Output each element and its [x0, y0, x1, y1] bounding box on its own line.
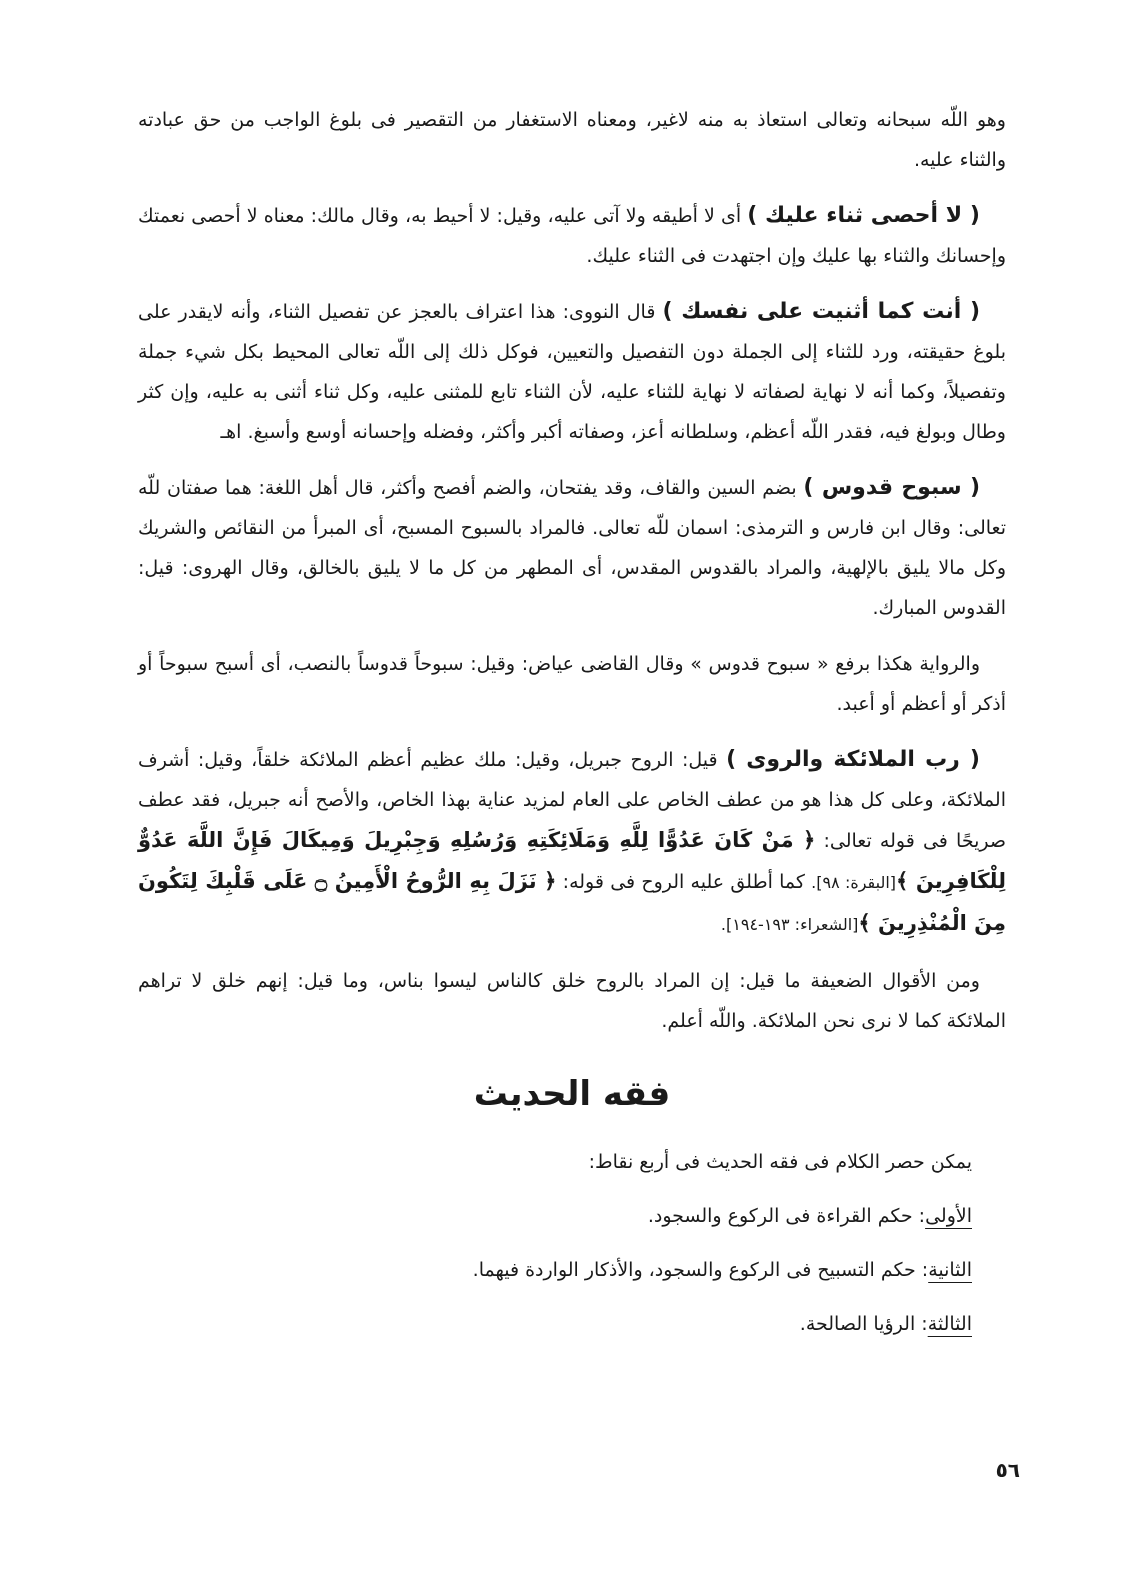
paragraph-text: قيل: الروح جبريل، وقيل: ملك عظيم أعظم الملائكة خلقاً، وقيل: أشرف الملائكة، وعلى كل هذا هو من عطف الخاص على العام لمزيد عناية بهذا الخاص، والأصح أنه جبريل، فقد عطف صريحًا فى قوله تعالى: [138, 749, 1007, 852]
heading-phrase: ( رب الملائكة والروى ) [726, 747, 980, 772]
point-text: : حكم التسبيح فى الركوع والسجود، والأذكار الواردة فيهما. [472, 1259, 929, 1281]
point-label: الأولى [925, 1205, 972, 1227]
heading-phrase: ( لا أحصى ثناء عليك ) [747, 203, 980, 228]
paragraph-text: كما أطلق عليه الروح فى قوله: [556, 871, 812, 893]
paragraph-subbuh [138, 468, 1006, 628]
heading-phrase: ( سبوح قدوس ) [803, 475, 980, 500]
paragraph-text: بضم السين والقاف، وقد يفتحان، والضم أفصح وأكثر، قال أهل اللغة: هما صفتان للّه تعالى: وقال ابن فارس و الترمذى: اسمان للّه تعالى. فالمراد بالسبوح المسبح، أى المبرأ من النقائص والشريك وكل مالا يليق بالإلهية، والمراد بالقدوس المقدس، أى المطهر من كل ما لا يليق بالخالق، وقال الهروى: قيل: القدوس المبارك. [138, 477, 1006, 619]
quran-verse: ﴿ نَزَلَ بِهِ الرُّوحُ الْأَمِينُ ۝ عَلَى قَلْبِكَ لِتَكُونَ مِنَ الْمُنْذِرِينَ ﴾ [138, 869, 1006, 935]
point-item [138, 1249, 972, 1291]
point-label: الثانية [928, 1259, 972, 1281]
quran-verse: ﴿ مَنْ كَانَ عَدُوًّا لِلَّهِ وَمَلَائِكَتِهِ وَرُسُلِهِ وَجِبْرِيلَ وَمِيكَالَ فَإِنَّ اللَّهَ عَدُوٌّ لِلْكَافِرِينَ ﴾ [138, 828, 1007, 893]
paragraph-rabb-almalaika [138, 740, 1006, 945]
paragraph-weak-opinions: ومن الأقوال الضعيفة ما قيل: إن المراد بالروح خلق كالناس ليسوا بناس، وما قيل: إنهم خلق لا تراهم الملائكة كما لا نرى نحن الملائكة. واللّه أعلم. [138, 970, 1006, 1032]
paragraph-anta-kama [138, 292, 1006, 452]
paragraph-riwaya: والرواية هكذا برفع « سبوح قدوس » وقال القاضى عياض: وقيل: سبوحاً قدوساً بالنصب، أى أسبح سبوحاً أو أذكر أو أعظم أو أعبد. [138, 653, 1006, 715]
page-number: ٥٦ [995, 1458, 1020, 1482]
section-title: فقه الحديث [473, 1074, 671, 1114]
paragraph-la-ohsi [138, 196, 1006, 276]
quran-reference: [الشعراء: ١٩٣-١٩٤]. [720, 915, 859, 934]
point-item [138, 1195, 972, 1237]
point-item [138, 1303, 972, 1345]
point-text: : الرؤيا الصالحة. [799, 1313, 928, 1335]
point-label: الثالثة [927, 1313, 972, 1335]
paragraph-text: أى لا أطيقه ولا آتى عليه، وقيل: لا أحيط به، وقال مالك: معناه لا أحصى نعمتك وإحسانك والثناء بها عليك وإن اجتهدت فى الثناء عليك. [138, 205, 1006, 267]
point-text: : حكم القراءة فى الركوع والسجود. [647, 1205, 926, 1227]
paragraph-1: وهو اللّه سبحانه وتعالى استعاذ به منه لاغير، ومعناه الاستغفار من التقصير فى بلوغ الواجب من حق عبادته والثناء عليه. [138, 109, 1006, 171]
paragraph-text: قال النووى: هذا اعتراف بالعجز عن تفصيل الثناء، وأنه لايقدر على بلوغ حقيقته، ورد للثناء إلى الجملة دون التفصيل والتعيين، فوكل ذلك إلى اللّه تعالى المحيط بكل شيء جملة وتفصيلاً، وكما أنه لا نهاية لصفاته لا نهاية للثناء عليه، لأن الثناء تابع للمثنى عليه، وكل ثناء أثنى به عليه، وإن كثر وطال وبولغ فيه، فقدر اللّه أعظم، وسلطانه أعز، وصفاته أكبر وأكثر، وفضله وإحسانه أوسع وأسبغ. اهـ [138, 301, 1006, 443]
points-list [138, 1141, 1006, 1345]
quran-reference: [البقرة: ٩٨]. [811, 873, 897, 892]
heading-phrase: ( أنت كما أثنيت على نفسك ) [662, 299, 981, 324]
points-intro: يمكن حصر الكلام فى فقه الحديث فى أربع نقاط: [588, 1151, 972, 1173]
page-body [138, 100, 1006, 1357]
